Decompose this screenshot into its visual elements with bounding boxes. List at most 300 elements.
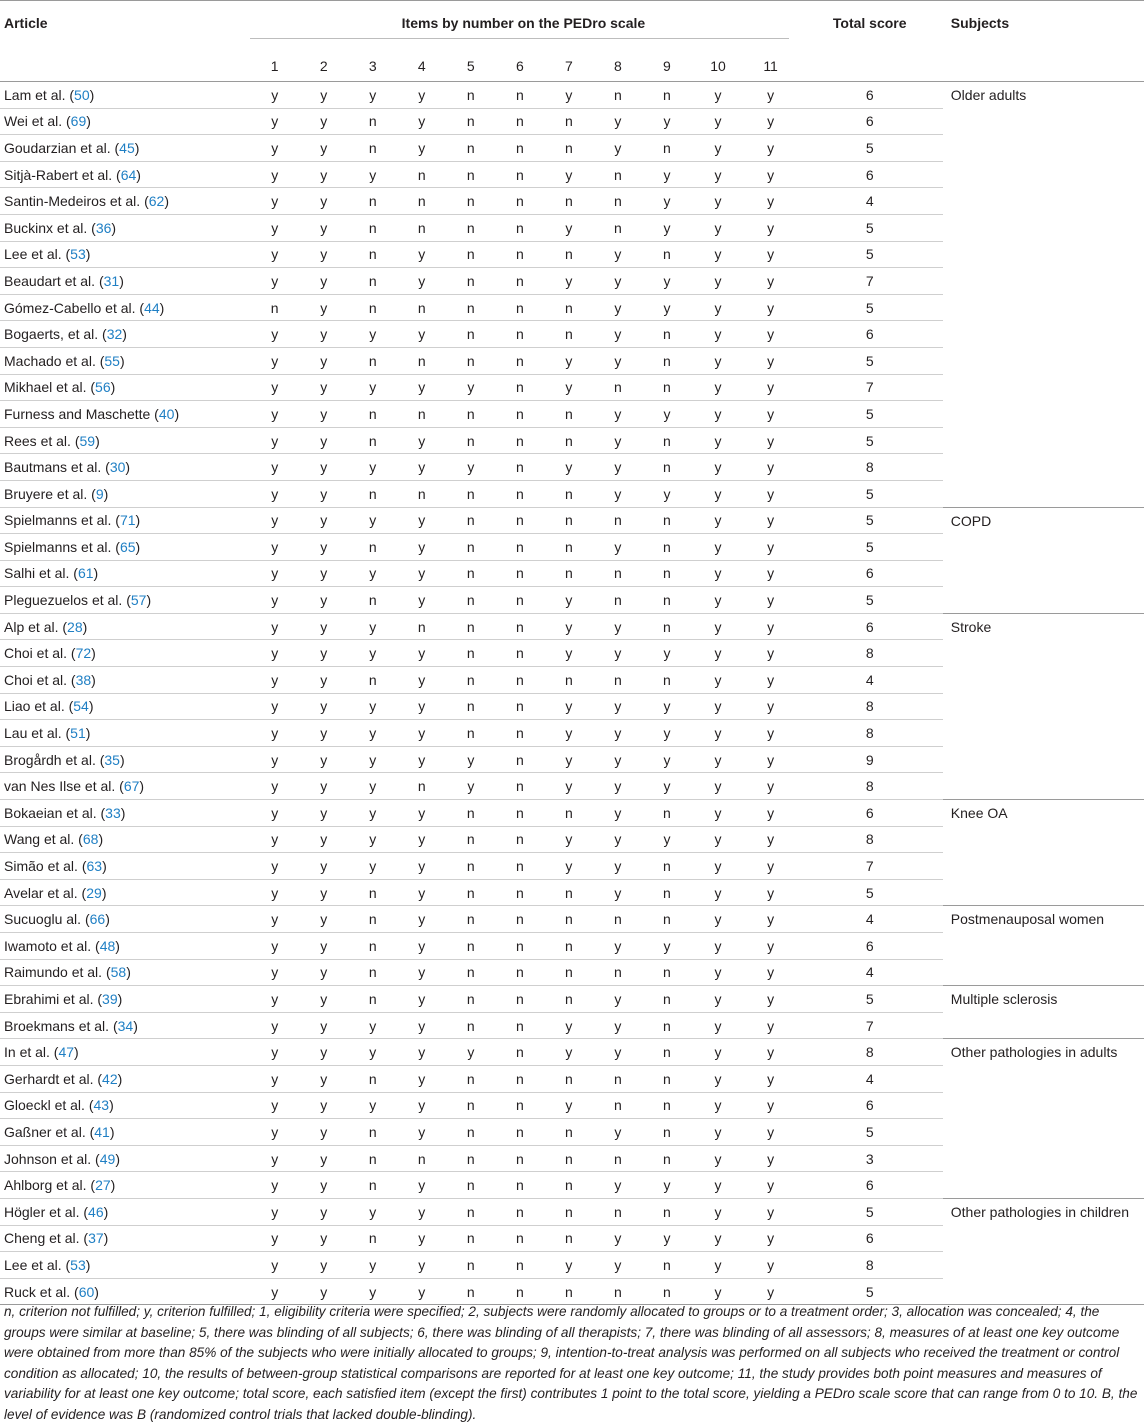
item-score-cell: y bbox=[745, 1252, 797, 1279]
total-score-cell: 6 bbox=[797, 161, 943, 188]
item-score-cell: y bbox=[691, 1225, 744, 1252]
item-score-cell: y bbox=[593, 268, 642, 295]
closing-paren: ) bbox=[159, 299, 165, 316]
item-score-cell: y bbox=[397, 693, 446, 720]
article-author: Avelar et al. ( bbox=[4, 884, 87, 901]
item-score-cell: n bbox=[495, 959, 544, 986]
item-score-cell: y bbox=[250, 1119, 299, 1146]
article-cell bbox=[0, 853, 250, 880]
item-score-cell: y bbox=[745, 693, 797, 720]
item-score-cell: y bbox=[397, 720, 446, 747]
total-score-cell: 4 bbox=[797, 188, 943, 215]
item-score-cell: y bbox=[745, 1092, 797, 1119]
item-score-cell: y bbox=[250, 613, 299, 640]
item-score-cell: n bbox=[348, 906, 397, 933]
item-score-cell: y bbox=[745, 1145, 797, 1172]
reference-link[interactable]: 32 bbox=[106, 326, 123, 343]
reference-link[interactable]: 59 bbox=[79, 432, 96, 449]
item-score-cell: y bbox=[642, 640, 691, 667]
item-score-cell: y bbox=[544, 640, 593, 667]
reference-link[interactable]: 41 bbox=[94, 1123, 110, 1140]
item-score-cell: y bbox=[642, 161, 691, 188]
item-score-cell: y bbox=[348, 746, 397, 773]
article-cell bbox=[0, 1039, 250, 1066]
item-score-cell: y bbox=[446, 1039, 495, 1066]
closing-paren: ) bbox=[85, 1256, 91, 1273]
item-score-cell: y bbox=[250, 1039, 299, 1066]
closing-paren: ) bbox=[125, 459, 131, 476]
item-score-cell: y bbox=[299, 241, 348, 268]
item-score-cell: n bbox=[642, 321, 691, 348]
article-cell bbox=[0, 188, 250, 215]
total-score-cell: 8 bbox=[797, 1252, 943, 1279]
item-score-cell: y bbox=[745, 214, 797, 241]
item-score-cell: n bbox=[397, 188, 446, 215]
reference-link[interactable]: 56 bbox=[95, 379, 111, 396]
reference-link[interactable]: 68 bbox=[82, 831, 99, 848]
item-score-cell: y bbox=[745, 374, 797, 401]
item-score-cell: y bbox=[691, 214, 744, 241]
item-score-cell: n bbox=[642, 135, 691, 162]
item-score-cell: y bbox=[250, 161, 299, 188]
reference-link[interactable]: 39 bbox=[102, 990, 118, 1007]
closing-paren: ) bbox=[93, 565, 99, 582]
reference-link[interactable]: 27 bbox=[95, 1177, 111, 1194]
item-score-cell: y bbox=[250, 1012, 299, 1039]
item-score-cell: y bbox=[299, 560, 348, 587]
item-score-cell: y bbox=[299, 1278, 348, 1305]
item-score-cell: y bbox=[544, 1012, 593, 1039]
article-cell bbox=[0, 933, 250, 960]
article-author: Bokaeian et al. ( bbox=[4, 804, 106, 821]
reference-link[interactable]: 65 bbox=[119, 538, 136, 555]
article-cell bbox=[0, 268, 250, 295]
item-score-cell: n bbox=[642, 800, 691, 827]
item-score-cell: y bbox=[348, 507, 397, 534]
item-score-cell: y bbox=[250, 1278, 299, 1305]
item-score-cell: y bbox=[544, 826, 593, 853]
reference-link[interactable]: 48 bbox=[99, 937, 116, 954]
reference-link[interactable]: 55 bbox=[104, 352, 120, 369]
item-score-cell: y bbox=[593, 613, 642, 640]
article-cell bbox=[0, 374, 250, 401]
article-author: Gaßner et al. ( bbox=[4, 1123, 95, 1140]
reference-link[interactable]: 42 bbox=[102, 1070, 118, 1087]
item-score-cell: n bbox=[446, 800, 495, 827]
item-score-cell: n bbox=[446, 853, 495, 880]
item-score-cell: n bbox=[348, 1065, 397, 1092]
item-score-cell: y bbox=[691, 1145, 744, 1172]
item-score-cell: n bbox=[495, 1012, 544, 1039]
item-score-cell: y bbox=[250, 667, 299, 694]
item-score-cell: y bbox=[642, 1225, 691, 1252]
total-score-cell: 8 bbox=[797, 454, 943, 481]
article-cell bbox=[0, 746, 250, 773]
item-score-cell: n bbox=[446, 427, 495, 454]
item-score-cell: y bbox=[593, 853, 642, 880]
article-author: Högler et al. ( bbox=[4, 1203, 89, 1220]
reference-link[interactable]: 36 bbox=[95, 219, 112, 236]
item-score-cell: n bbox=[544, 1278, 593, 1305]
reference-link[interactable]: 61 bbox=[77, 565, 94, 582]
item-score-cell: y bbox=[691, 374, 744, 401]
article-cell bbox=[0, 693, 250, 720]
item-score-cell: y bbox=[250, 1092, 299, 1119]
item-score-cell: y bbox=[691, 613, 744, 640]
reference-link[interactable]: 46 bbox=[88, 1203, 104, 1220]
closing-paren: ) bbox=[88, 698, 94, 715]
item-score-cell: n bbox=[642, 560, 691, 587]
reference-link[interactable]: 51 bbox=[70, 725, 86, 742]
item-score-cell: y bbox=[544, 746, 593, 773]
closing-paren: ) bbox=[103, 1230, 109, 1247]
item-score-cell: n bbox=[642, 1252, 691, 1279]
closing-paren: ) bbox=[109, 1123, 115, 1140]
article-cell bbox=[0, 1145, 250, 1172]
closing-paren: ) bbox=[91, 671, 96, 688]
item-score-cell: y bbox=[691, 401, 744, 428]
item-score-cell: y bbox=[299, 1198, 348, 1225]
item-score-cell: y bbox=[745, 268, 797, 295]
subjects-cell: Other pathologies in adults bbox=[943, 1039, 1144, 1199]
item-score-cell: y bbox=[745, 933, 797, 960]
article-author: Gómez-Cabello et al. ( bbox=[4, 299, 145, 316]
reference-link[interactable]: 67 bbox=[123, 778, 140, 795]
item-score-cell: n bbox=[544, 1198, 593, 1225]
item-score-cell: y bbox=[745, 427, 797, 454]
item-score-cell: y bbox=[745, 1172, 797, 1199]
article-cell bbox=[0, 427, 250, 454]
item-score-cell: y bbox=[593, 933, 642, 960]
item-score-cell: y bbox=[397, 135, 446, 162]
reference-link[interactable]: 31 bbox=[103, 272, 120, 289]
reference-link[interactable]: 29 bbox=[86, 884, 102, 901]
item-score-cell: y bbox=[250, 1198, 299, 1225]
closing-paren: ) bbox=[136, 166, 141, 183]
item-score-cell: y bbox=[544, 268, 593, 295]
item-score-cell: y bbox=[642, 1172, 691, 1199]
item-number-header: 7 bbox=[544, 51, 593, 82]
item-score-cell: y bbox=[544, 773, 593, 800]
item-score-cell: n bbox=[495, 906, 544, 933]
article-author: Santin-Medeiros et al. ( bbox=[4, 193, 149, 210]
closing-paren: ) bbox=[115, 937, 120, 954]
item-score-cell: y bbox=[348, 1278, 397, 1305]
closing-paren: ) bbox=[146, 592, 152, 609]
item-score-cell: n bbox=[544, 294, 593, 321]
item-score-cell: y bbox=[691, 906, 744, 933]
item-score-cell: n bbox=[544, 321, 593, 348]
reference-link[interactable]: 57 bbox=[130, 592, 147, 609]
item-score-cell: y bbox=[397, 560, 446, 587]
item-score-cell: n bbox=[446, 480, 495, 507]
item-score-cell: n bbox=[495, 1278, 544, 1305]
item-score-cell: n bbox=[348, 587, 397, 614]
article-cell bbox=[0, 879, 250, 906]
item-score-cell: y bbox=[691, 1278, 744, 1305]
reference-link[interactable]: 64 bbox=[120, 166, 137, 183]
item-score-cell: y bbox=[544, 374, 593, 401]
item-score-cell: y bbox=[397, 933, 446, 960]
item-score-cell: n bbox=[446, 1252, 495, 1279]
item-score-cell: n bbox=[495, 427, 544, 454]
item-score-cell: n bbox=[544, 480, 593, 507]
item-score-cell: n bbox=[446, 534, 495, 561]
item-score-cell: y bbox=[642, 693, 691, 720]
item-number-header: 4 bbox=[397, 51, 446, 82]
closing-paren: ) bbox=[119, 751, 125, 768]
total-score-cell: 7 bbox=[797, 853, 943, 880]
reference-link[interactable]: 69 bbox=[70, 113, 87, 130]
item-score-cell: n bbox=[495, 82, 544, 109]
item-score-cell: y bbox=[691, 773, 744, 800]
item-score-cell: y bbox=[348, 826, 397, 853]
article-author: Lee et al. ( bbox=[4, 1256, 71, 1273]
reference-link[interactable]: 9 bbox=[95, 485, 104, 502]
article-author: Bogaerts, et al. ( bbox=[4, 326, 107, 343]
item-score-cell: n bbox=[446, 347, 495, 374]
article-author: Machado et al. ( bbox=[4, 352, 105, 369]
item-score-cell: y bbox=[348, 82, 397, 109]
reference-link[interactable]: 37 bbox=[88, 1230, 104, 1247]
item-score-cell: y bbox=[397, 374, 446, 401]
reference-link[interactable]: 35 bbox=[104, 751, 120, 768]
item-score-cell: y bbox=[250, 1252, 299, 1279]
item-score-cell: n bbox=[446, 268, 495, 295]
item-score-cell: y bbox=[250, 82, 299, 109]
reference-link[interactable]: 45 bbox=[119, 139, 135, 156]
item-score-cell: n bbox=[495, 613, 544, 640]
item-score-cell: n bbox=[495, 401, 544, 428]
item-score-cell: n bbox=[495, 347, 544, 374]
reference-link[interactable]: 66 bbox=[89, 911, 106, 928]
reference-link[interactable]: 49 bbox=[99, 1150, 116, 1167]
item-score-cell: y bbox=[691, 959, 744, 986]
item-score-cell: y bbox=[745, 906, 797, 933]
item-score-cell: y bbox=[593, 1172, 642, 1199]
article-cell bbox=[0, 1065, 250, 1092]
item-score-cell: n bbox=[348, 1145, 397, 1172]
item-score-cell: y bbox=[348, 613, 397, 640]
item-score-cell: n bbox=[544, 959, 593, 986]
item-score-cell: n bbox=[348, 480, 397, 507]
col-header-article: Article bbox=[0, 1, 250, 82]
reference-link[interactable]: 60 bbox=[78, 1283, 95, 1300]
article-author: Pleguezuelos et al. ( bbox=[4, 592, 131, 609]
item-score-cell: n bbox=[495, 640, 544, 667]
item-score-cell: n bbox=[593, 1065, 642, 1092]
item-score-cell: n bbox=[348, 401, 397, 428]
article-cell bbox=[0, 1278, 250, 1305]
item-score-cell: n bbox=[495, 1172, 544, 1199]
item-score-cell: n bbox=[348, 135, 397, 162]
item-score-cell: y bbox=[299, 427, 348, 454]
item-score-cell: n bbox=[495, 108, 544, 135]
item-score-cell: n bbox=[495, 773, 544, 800]
article-cell bbox=[0, 640, 250, 667]
reference-link[interactable]: 72 bbox=[75, 645, 92, 662]
item-score-cell: y bbox=[691, 1252, 744, 1279]
article-author: Wei et al. ( bbox=[4, 113, 71, 130]
item-score-cell: y bbox=[593, 534, 642, 561]
article-author: Salhi et al. ( bbox=[4, 565, 78, 582]
item-score-cell: n bbox=[348, 667, 397, 694]
item-score-cell: y bbox=[745, 613, 797, 640]
item-score-cell: y bbox=[299, 587, 348, 614]
item-score-cell: y bbox=[691, 1012, 744, 1039]
item-score-cell: y bbox=[397, 879, 446, 906]
reference-link[interactable]: 54 bbox=[73, 698, 89, 715]
item-score-cell: y bbox=[745, 667, 797, 694]
item-score-cell: y bbox=[642, 720, 691, 747]
item-score-cell: y bbox=[745, 480, 797, 507]
closing-paren: ) bbox=[117, 990, 123, 1007]
item-score-cell: y bbox=[593, 1119, 642, 1146]
item-score-cell: n bbox=[495, 214, 544, 241]
item-score-cell: y bbox=[250, 534, 299, 561]
item-score-cell: y bbox=[250, 693, 299, 720]
item-score-cell: n bbox=[446, 667, 495, 694]
item-score-cell: y bbox=[745, 347, 797, 374]
reference-link[interactable]: 28 bbox=[67, 618, 83, 635]
item-score-cell: y bbox=[250, 773, 299, 800]
article-cell bbox=[0, 1119, 250, 1146]
closing-paren: ) bbox=[110, 379, 116, 396]
item-score-cell: y bbox=[397, 986, 446, 1013]
item-score-cell: y bbox=[250, 268, 299, 295]
item-score-cell: y bbox=[250, 241, 299, 268]
item-score-cell: n bbox=[495, 268, 544, 295]
item-number-header: 2 bbox=[299, 51, 348, 82]
item-score-cell: n bbox=[446, 1119, 495, 1146]
item-score-cell: n bbox=[446, 507, 495, 534]
item-score-cell: n bbox=[495, 560, 544, 587]
item-score-cell: n bbox=[495, 879, 544, 906]
item-score-cell: n bbox=[397, 347, 446, 374]
table-row bbox=[0, 1039, 1144, 1066]
subjects-cell: COPD bbox=[943, 507, 1144, 613]
item-score-cell: y bbox=[544, 454, 593, 481]
item-score-cell: y bbox=[691, 268, 744, 295]
item-score-cell: y bbox=[250, 321, 299, 348]
closing-paren: ) bbox=[122, 326, 127, 343]
item-score-cell: y bbox=[745, 188, 797, 215]
reference-link[interactable]: 40 bbox=[158, 405, 175, 422]
item-score-cell: y bbox=[348, 560, 397, 587]
reference-link[interactable]: 34 bbox=[117, 1017, 134, 1034]
closing-paren: ) bbox=[82, 618, 88, 635]
item-score-cell: n bbox=[544, 135, 593, 162]
item-score-cell: n bbox=[446, 1172, 495, 1199]
reference-link[interactable]: 44 bbox=[144, 299, 160, 316]
total-score-cell: 5 bbox=[797, 480, 943, 507]
item-score-cell: y bbox=[593, 1252, 642, 1279]
item-score-cell: n bbox=[495, 188, 544, 215]
item-score-cell: y bbox=[299, 693, 348, 720]
item-score-cell: y bbox=[691, 454, 744, 481]
closing-paren: ) bbox=[105, 911, 110, 928]
reference-link[interactable]: 43 bbox=[93, 1097, 110, 1114]
reference-link[interactable]: 58 bbox=[110, 964, 127, 981]
closing-paren: ) bbox=[94, 1283, 99, 1300]
item-score-cell: y bbox=[348, 161, 397, 188]
item-score-cell: y bbox=[397, 826, 446, 853]
item-score-cell: n bbox=[446, 693, 495, 720]
closing-paren: ) bbox=[135, 512, 141, 529]
reference-link[interactable]: 30 bbox=[109, 459, 126, 476]
reference-link[interactable]: 33 bbox=[105, 804, 121, 821]
item-score-cell: y bbox=[745, 1198, 797, 1225]
item-score-cell: n bbox=[446, 1198, 495, 1225]
item-score-cell: n bbox=[348, 347, 397, 374]
item-score-cell: y bbox=[544, 347, 593, 374]
item-score-cell: n bbox=[495, 1119, 544, 1146]
article-cell bbox=[0, 986, 250, 1013]
item-score-cell: n bbox=[642, 1119, 691, 1146]
item-score-cell: y bbox=[397, 1252, 446, 1279]
article-author: Sucuoglu al. ( bbox=[4, 911, 90, 928]
total-score-cell: 6 bbox=[797, 1225, 943, 1252]
reference-link[interactable]: 63 bbox=[86, 858, 103, 875]
closing-paren: ) bbox=[120, 804, 126, 821]
reference-link[interactable]: 50 bbox=[74, 86, 90, 103]
total-score-cell: 8 bbox=[797, 693, 943, 720]
item-score-cell: n bbox=[593, 906, 642, 933]
article-author: Spielmanns et al. ( bbox=[4, 512, 120, 529]
article-cell bbox=[0, 826, 250, 853]
total-score-cell: 7 bbox=[797, 1012, 943, 1039]
item-score-cell: y bbox=[250, 906, 299, 933]
item-score-cell: y bbox=[745, 1065, 797, 1092]
reference-link[interactable]: 62 bbox=[148, 193, 165, 210]
reference-link[interactable]: 47 bbox=[58, 1044, 75, 1061]
item-score-cell: n bbox=[642, 959, 691, 986]
reference-link[interactable]: 53 bbox=[70, 246, 86, 263]
item-score-cell: y bbox=[745, 241, 797, 268]
item-score-cell: y bbox=[397, 82, 446, 109]
item-score-cell: y bbox=[299, 480, 348, 507]
article-author: Johnson et al. ( bbox=[4, 1150, 100, 1167]
item-score-cell: y bbox=[745, 640, 797, 667]
reference-link[interactable]: 53 bbox=[70, 1256, 86, 1273]
item-score-cell: y bbox=[348, 693, 397, 720]
item-score-cell: y bbox=[642, 188, 691, 215]
item-score-cell: y bbox=[691, 986, 744, 1013]
item-score-cell: n bbox=[446, 1012, 495, 1039]
total-score-cell: 6 bbox=[797, 82, 943, 109]
item-score-cell: y bbox=[299, 773, 348, 800]
item-score-cell: y bbox=[299, 135, 348, 162]
item-score-cell: y bbox=[250, 933, 299, 960]
table-row bbox=[0, 800, 1144, 827]
total-score-cell: 7 bbox=[797, 374, 943, 401]
reference-link[interactable]: 71 bbox=[119, 512, 136, 529]
total-score-cell: 5 bbox=[797, 534, 943, 561]
item-score-cell: n bbox=[544, 507, 593, 534]
closing-paren: ) bbox=[119, 272, 124, 289]
item-score-cell: y bbox=[299, 1065, 348, 1092]
subjects-cell: Older adults bbox=[950, 87, 1027, 103]
total-score-cell: 5 bbox=[797, 401, 943, 428]
reference-link[interactable]: 38 bbox=[75, 671, 92, 688]
closing-paren: ) bbox=[111, 219, 117, 236]
item-score-cell: n bbox=[593, 1092, 642, 1119]
item-score-cell: y bbox=[397, 1012, 446, 1039]
item-score-cell: n bbox=[544, 986, 593, 1013]
item-score-cell: y bbox=[250, 1065, 299, 1092]
item-score-cell: y bbox=[446, 374, 495, 401]
item-score-cell: y bbox=[397, 906, 446, 933]
